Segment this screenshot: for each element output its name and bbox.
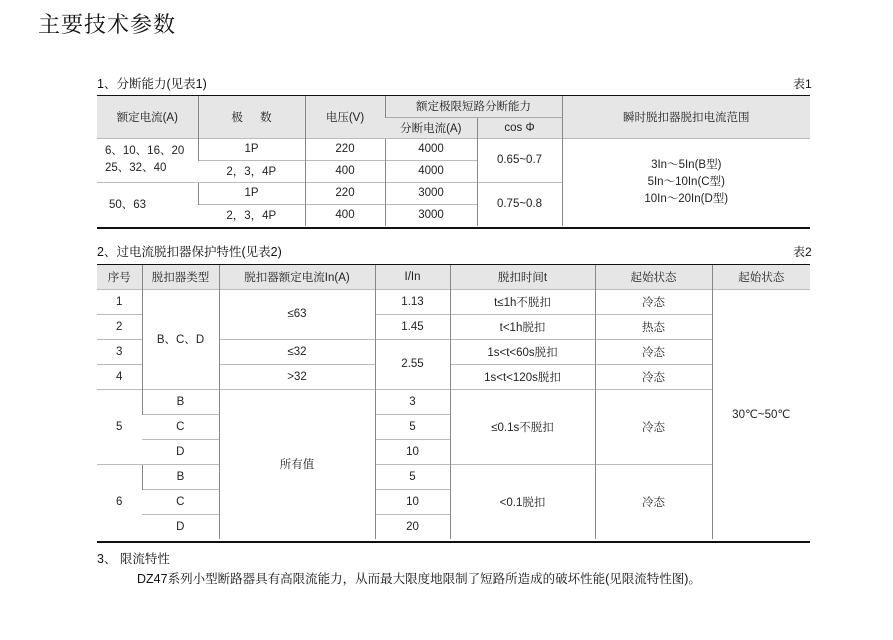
breaking-current-cell: 3000 [385, 204, 477, 226]
trip-type-cell: D [142, 514, 219, 539]
breaking-capacity-table [97, 96, 810, 226]
breaking-current-cell: 3000 [385, 182, 477, 204]
trip-time-cell: <0.1脱扣 [450, 464, 595, 539]
header-instant-trip-range: 瞬时脱扣器脱扣电流范围 [562, 96, 810, 138]
protection-characteristics-table [97, 265, 810, 539]
row-number: 6 [97, 464, 142, 539]
page-title: 主要技术参数 [38, 12, 177, 37]
trip-time-cell: t<1h脱扣 [450, 314, 595, 339]
rated-current-group-a [97, 138, 198, 182]
instant-trip-range-cell [562, 138, 810, 226]
rated-current-line: 6、10、16、20 [105, 145, 185, 157]
trip-type-cell: B [142, 389, 219, 414]
header-voltage: 电压(V) [305, 96, 385, 138]
table1-label: 表1 [793, 77, 812, 91]
breaking-current-cell: 4000 [385, 160, 477, 182]
poles-cell: 2，3，4P [198, 160, 305, 182]
rated-current-all: 所有值 [219, 389, 375, 539]
state-cell: 冷态 [595, 339, 712, 364]
rated-current-le63: ≤63 [219, 289, 375, 339]
trip-time-cell: ≤0.1s不脱扣 [450, 389, 595, 464]
header-breaking-current: 分断电流(A) [385, 117, 477, 138]
section3-heading: 3、 限流特性 [97, 552, 170, 566]
row-number: 3 [97, 339, 142, 364]
ratio-cell: 20 [375, 514, 450, 539]
state-cell: 冷态 [595, 364, 712, 389]
trip-type-cell: C [142, 489, 219, 514]
trip-type-cell: C [142, 414, 219, 439]
ratio-cell: 10 [375, 489, 450, 514]
rated-current-group-b: 50、63 [97, 182, 198, 226]
header-no: 序号 [97, 265, 142, 289]
trip-type-cell: B [142, 464, 219, 489]
rated-current-gt32: >32 [219, 364, 375, 389]
row-number: 4 [97, 364, 142, 389]
table1-bottom-rule [97, 227, 810, 229]
state-cell: 冷态 [595, 289, 712, 314]
header-rated-current: 额定电流(A) [97, 96, 198, 138]
header-initial-state: 起始状态 [595, 265, 712, 289]
breaking-current-cell: 4000 [385, 138, 477, 160]
section1-heading: 1、分断能力(见表1) [97, 77, 207, 91]
range-c: 5In～10In(C型) [647, 175, 725, 188]
ratio-cell: 3 [375, 389, 450, 414]
voltage-cell: 220 [305, 182, 385, 204]
header-trip-time: 脱扣时间t [450, 265, 595, 289]
poles-cell: 2，3，4P [198, 204, 305, 226]
trip-time-cell: t≤1h不脱扣 [450, 289, 595, 314]
temperature-range: 30℃~50℃ [712, 289, 810, 539]
ratio-cell: 1.13 [375, 289, 450, 314]
voltage-cell: 400 [305, 160, 385, 182]
section2-heading: 2、过电流脱扣器保护特性(见表2) [97, 245, 282, 259]
rated-current-line: 25、32、40 [105, 162, 167, 174]
ratio-cell: 5 [375, 464, 450, 489]
header-breaking-capacity: 额定极限短路分断能力 [385, 96, 562, 117]
poles-cell: 1P [198, 138, 305, 160]
cos-cell: 0.65~0.7 [477, 138, 562, 182]
state-cell: 热态 [595, 314, 712, 339]
rated-current-le32: ≤32 [219, 339, 375, 364]
poles-cell: 1P [198, 182, 305, 204]
range-d: 10In～20In(D型) [644, 192, 729, 205]
header-trip-type: 脱扣器类型 [142, 265, 219, 289]
header-rated-current: 脱扣器额定电流In(A) [219, 265, 375, 289]
row-number: 1 [97, 289, 142, 314]
table2-label: 表2 [793, 245, 812, 259]
trip-type-cell: D [142, 439, 219, 464]
trip-time-cell: 1s<t<60s脱扣 [450, 339, 595, 364]
voltage-cell: 400 [305, 204, 385, 226]
header-ratio: I/In [375, 265, 450, 289]
ratio-cell: 2.55 [375, 339, 450, 389]
row-number: 2 [97, 314, 142, 339]
voltage-cell: 220 [305, 138, 385, 160]
trip-time-cell: 1s<t<120s脱扣 [450, 364, 595, 389]
state-cell: 冷态 [595, 389, 712, 464]
trip-type-bcd: B、C、D [142, 289, 219, 389]
header-poles: 极 数 [198, 96, 305, 138]
section3-paragraph: DZ47系列小型断路器具有高限流能力，从而最大限度地限制了短路所造成的破坏性能(见限流特性图)。 [137, 572, 701, 586]
header-cos-phi: cos Φ [477, 117, 562, 138]
range-b: 3In～5In(B型) [651, 158, 722, 171]
cos-cell: 0.75~0.8 [477, 182, 562, 226]
state-cell: 冷态 [595, 464, 712, 539]
table2-bottom-rule [97, 541, 810, 543]
ratio-cell: 10 [375, 439, 450, 464]
row-number: 5 [97, 389, 142, 464]
header-initial-state-2: 起始状态 [712, 265, 810, 289]
ratio-cell: 1.45 [375, 314, 450, 339]
ratio-cell: 5 [375, 414, 450, 439]
